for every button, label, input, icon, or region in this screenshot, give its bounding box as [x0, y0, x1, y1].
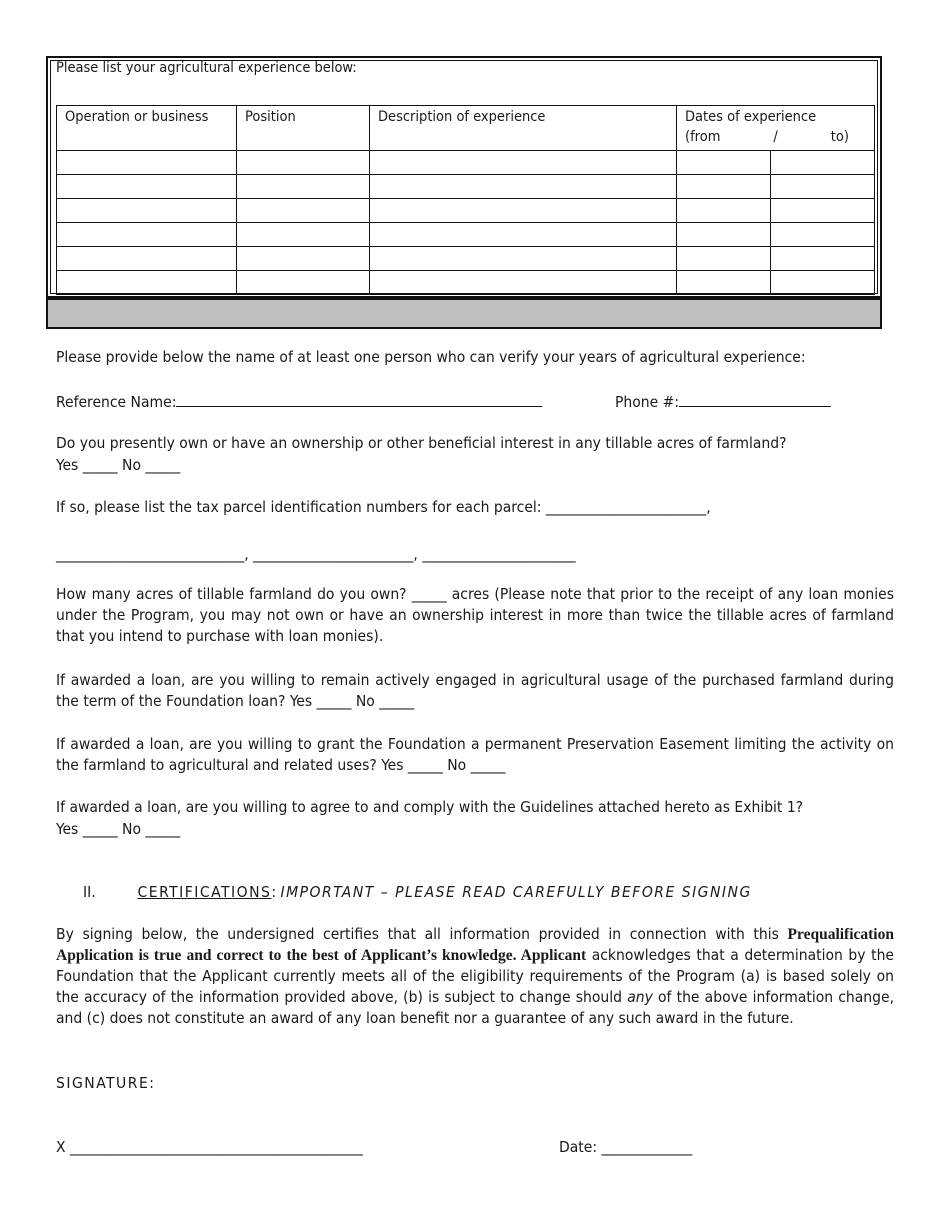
certifications-title: CERTIFICATIONS: [137, 883, 272, 901]
cert-text-bold: Prequalification Application is true and correct to the best of Applicant’s knowledge. Applicant: [56, 926, 894, 964]
cell-position[interactable]: [237, 175, 370, 199]
header-slash: /: [773, 129, 778, 145]
cell-date-to[interactable]: [771, 199, 875, 223]
reference-name-field[interactable]: [176, 391, 542, 407]
q-parcel-text[interactable]: If so, please list the tax parcel identification numbers for each parcel: _______________________,: [56, 498, 711, 516]
header-position: Position: [237, 106, 370, 151]
q-guidelines-text: If awarded a loan, are you willing to agree to and comply with the Guidelines attached hereto as Exhibit 1?: [56, 798, 804, 816]
certifications-heading: [83, 883, 752, 901]
cert-text-1: By signing below, the undersigned certifies that all information provided in connection with this: [56, 925, 779, 943]
header-from: (from: [685, 129, 721, 145]
experience-table: [56, 105, 875, 295]
date-line[interactable]: Date: _____________: [559, 1138, 693, 1156]
cell-date-to[interactable]: [771, 175, 875, 199]
cell-description[interactable]: [370, 247, 677, 271]
cell-position[interactable]: [237, 199, 370, 223]
cell-description[interactable]: [370, 199, 677, 223]
experience-row: [57, 151, 875, 175]
reference-name-row: [56, 391, 542, 411]
cert-text-3: of the above information change, and (c) does not constitute an award of any loan benefit nor a guarantee of any such award in the future.: [56, 988, 894, 1027]
cell-date-from[interactable]: [677, 175, 771, 199]
cert-text-2: acknowledges that a determination by the Foundation that the Applicant currently meets all of the eligibility requirements of the Program (a) is based solely on the accuracy of the information provided above, (b) is subject to change should: [56, 946, 894, 1006]
experience-header-row: [57, 106, 875, 151]
cell-date-from[interactable]: [677, 247, 771, 271]
cell-operation[interactable]: [57, 223, 237, 247]
cell-operation[interactable]: [57, 199, 237, 223]
cell-operation[interactable]: [57, 271, 237, 295]
experience-row: [57, 223, 875, 247]
cell-position[interactable]: [237, 223, 370, 247]
cell-position[interactable]: [237, 247, 370, 271]
certifications-colon: :: [271, 883, 277, 901]
cell-date-from[interactable]: [677, 199, 771, 223]
section-number: II.: [83, 883, 96, 901]
q-own-yes-no[interactable]: Yes _____ No _____: [56, 456, 181, 474]
experience-prompt: Please list your agricultural experience below:: [56, 60, 357, 76]
q-guidelines-yes-no[interactable]: Yes _____ No _____: [56, 820, 181, 838]
cell-date-from[interactable]: [677, 223, 771, 247]
cell-date-to[interactable]: [771, 247, 875, 271]
q-engaged-text: If awarded a loan, are you willing to remain actively engaged in agricultural usage of the purchased farmland during the term of the Foundation loan? Yes _____ No _____: [56, 671, 894, 710]
header-dates: [677, 106, 875, 151]
cell-date-to[interactable]: [771, 151, 875, 175]
cell-position[interactable]: [237, 151, 370, 175]
cell-operation[interactable]: [57, 247, 237, 271]
experience-row: [57, 199, 875, 223]
experience-row: [57, 247, 875, 271]
section-divider-bar: [46, 298, 882, 329]
cell-description[interactable]: [370, 151, 677, 175]
signature-line[interactable]: X __________________________________________: [56, 1138, 363, 1156]
cell-date-to[interactable]: [771, 271, 875, 295]
header-to: to): [830, 129, 849, 145]
experience-row: [57, 271, 875, 295]
reference-prompt: Please provide below the name of at least one person who can verify your years of agricultural experience:: [56, 348, 806, 366]
reference-name-label: Reference Name:: [56, 393, 177, 411]
cell-date-to[interactable]: [771, 223, 875, 247]
header-description: Description of experience: [370, 106, 677, 151]
header-dates-label: Dates of experience: [685, 109, 817, 125]
cell-operation[interactable]: [57, 151, 237, 175]
q-acres-text: How many acres of tillable farmland do you own? _____ acres (Please note that prior to the receipt of any loan monies under the Program, you may not own or have an ownership interest in more than twice the tillable acres of farmland that you intend to purchase with loan monies).: [56, 585, 894, 645]
phone-field[interactable]: [679, 391, 831, 407]
certification-paragraph: [56, 924, 894, 1029]
cell-description[interactable]: [370, 223, 677, 247]
q-easement-text: If awarded a loan, are you willing to grant the Foundation a permanent Preservation Easement limiting the activity on the farmland to agricultural and related uses? Yes _____ No _____: [56, 735, 894, 774]
cell-date-from[interactable]: [677, 271, 771, 295]
certifications-important: IMPORTANT – PLEASE READ CAREFULLY BEFORE SIGNING: [280, 883, 752, 901]
cell-operation[interactable]: [57, 175, 237, 199]
q-parcel-blanks[interactable]: ___________________________, _______________________, ______________________: [56, 545, 576, 563]
experience-row: [57, 175, 875, 199]
phone-label: Phone #:: [615, 393, 680, 411]
signature-label: SIGNATURE:: [56, 1074, 156, 1092]
phone-row: [615, 391, 831, 411]
cell-date-from[interactable]: [677, 151, 771, 175]
cell-position[interactable]: [237, 271, 370, 295]
cell-description[interactable]: [370, 175, 677, 199]
cert-text-any: any: [627, 988, 653, 1006]
header-operation: Operation or business: [57, 106, 237, 151]
header-dates-range: [685, 127, 849, 147]
cell-description[interactable]: [370, 271, 677, 295]
q-own-text: Do you presently own or have an ownership or other beneficial interest in any tillable acres of farmland?: [56, 434, 787, 452]
